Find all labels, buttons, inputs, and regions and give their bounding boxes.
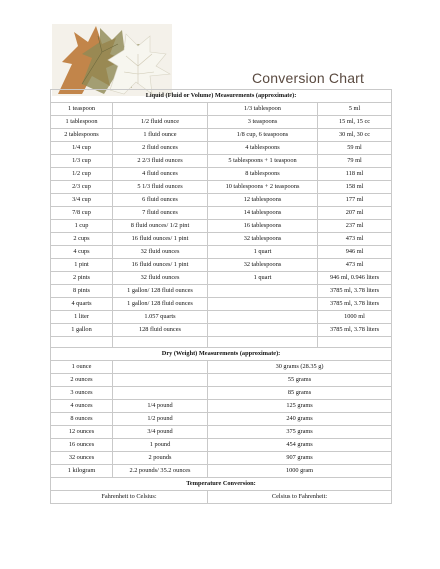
table-row: [51, 259, 392, 272]
table-cell: 3 teaspoons: [208, 116, 318, 129]
table-cell: 1.057 quarts: [113, 311, 208, 324]
table-cell: 2/3 cup: [51, 181, 113, 194]
table-cell: [113, 361, 208, 374]
table-row: [51, 361, 392, 374]
table-cell: 1/2 pound: [113, 413, 208, 426]
table-cell: 3785 ml, 3.78 liters: [318, 285, 392, 298]
table-cell: 6 fluid ounces: [113, 194, 208, 207]
table-row: [51, 194, 392, 207]
table-cell: 473 ml: [318, 259, 392, 272]
table-cell: 1 gallon: [51, 324, 113, 337]
table-row: [51, 103, 392, 116]
fahrenheit-to-celsius-label: Fahrenheit to Celsius:: [51, 491, 208, 504]
conversion-table: [50, 89, 392, 504]
table-cell: 1000 ml: [318, 311, 392, 324]
table-cell: 4 ounces: [51, 400, 113, 413]
table-cell: 32 ounces: [51, 452, 113, 465]
table-cell: 4 quarts: [51, 298, 113, 311]
table-row: [51, 387, 392, 400]
table-cell: 8 tablespoons: [208, 168, 318, 181]
liquid-section-heading: Liquid (Fluid or Volume) Measurements (approximate):: [51, 90, 392, 103]
table-cell: 5 1/3 fluid ounces: [113, 181, 208, 194]
table-cell: 207 ml: [318, 207, 392, 220]
table-cell: [208, 298, 318, 311]
table-row: [51, 168, 392, 181]
table-row: [51, 413, 392, 426]
table-cell: 2 pints: [51, 272, 113, 285]
table-cell: 3/4 cup: [51, 194, 113, 207]
table-cell: 128 fluid ounces: [113, 324, 208, 337]
maple-leaves-image: [52, 24, 172, 96]
table-row: [51, 272, 392, 285]
table-cell: 30 ml, 30 cc: [318, 129, 392, 142]
table-cell: 1 liter: [51, 311, 113, 324]
table-cell: 3785 ml, 3.78 liters: [318, 324, 392, 337]
table-cell: 59 ml: [318, 142, 392, 155]
dry-heading-row: [51, 348, 392, 361]
table-cell: 16 ounces: [51, 439, 113, 452]
table-cell: 55 grams: [208, 374, 392, 387]
table-cell: 32 tablespoons: [208, 259, 318, 272]
table-cell: 158 ml: [318, 181, 392, 194]
table-cell: 16 fluid ounces/ 1 pint: [113, 259, 208, 272]
table-cell: 2 pounds: [113, 452, 208, 465]
empty-cell: [51, 337, 113, 348]
table-cell: 1000 gram: [208, 465, 392, 478]
table-cell: 8 ounces: [51, 413, 113, 426]
table-cell: 1/3 cup: [51, 155, 113, 168]
table-cell: 1 gallon/ 128 fluid ounces: [113, 298, 208, 311]
table-cell: 1 tablespoon: [51, 116, 113, 129]
table-row: [51, 374, 392, 387]
table-cell: 237 ml: [318, 220, 392, 233]
table-cell: [113, 103, 208, 116]
table-cell: 1 fluid ounce: [113, 129, 208, 142]
table-cell: 3785 ml, 3.78 liters: [318, 298, 392, 311]
table-cell: 3/4 pound: [113, 426, 208, 439]
table-cell: 2 tablespoons: [51, 129, 113, 142]
table-cell: [208, 285, 318, 298]
table-cell: 473 ml: [318, 233, 392, 246]
table-cell: 454 grams: [208, 439, 392, 452]
table-cell: 12 tablespoons: [208, 194, 318, 207]
table-cell: 118 ml: [318, 168, 392, 181]
table-cell: 5 tablespoons + 1 teaspoon: [208, 155, 318, 168]
table-row: [51, 311, 392, 324]
table-row: [51, 324, 392, 337]
table-cell: 907 grams: [208, 452, 392, 465]
table-row: [51, 116, 392, 129]
table-cell: 79 ml: [318, 155, 392, 168]
table-cell: 4 cups: [51, 246, 113, 259]
table-cell: 1 kilogram: [51, 465, 113, 478]
table-cell: 32 tablespoons: [208, 233, 318, 246]
table-cell: 2 cups: [51, 233, 113, 246]
table-row: [51, 220, 392, 233]
table-cell: 1 pint: [51, 259, 113, 272]
table-cell: 15 ml, 15 cc: [318, 116, 392, 129]
table-row: [51, 452, 392, 465]
table-cell: 2 ounces: [51, 374, 113, 387]
table-row: [51, 285, 392, 298]
table-cell: 8 fluid ounces/ 1/2 pint: [113, 220, 208, 233]
table-cell: 1/2 cup: [51, 168, 113, 181]
table-cell: 3 ounces: [51, 387, 113, 400]
table-cell: 32 fluid ounces: [113, 272, 208, 285]
table-cell: [208, 311, 318, 324]
table-row: [51, 246, 392, 259]
table-cell: 1 pound: [113, 439, 208, 452]
table-cell: 946 ml, 0.946 liters: [318, 272, 392, 285]
temperature-row: [51, 491, 392, 504]
table-cell: 30 grams (28.35 g): [208, 361, 392, 374]
empty-cell: [318, 337, 392, 348]
table-row: [51, 465, 392, 478]
table-cell: 5 ml: [318, 103, 392, 116]
table-cell: [113, 374, 208, 387]
table-cell: 8 pints: [51, 285, 113, 298]
table-cell: [208, 324, 318, 337]
table-row: [51, 142, 392, 155]
table-cell: 1 quart: [208, 246, 318, 259]
table-cell: 125 grams: [208, 400, 392, 413]
table-cell: 1/4 pound: [113, 400, 208, 413]
table-cell: 16 tablespoons: [208, 220, 318, 233]
table-cell: [113, 387, 208, 400]
spacer-row: [51, 337, 392, 348]
table-cell: 1 ounce: [51, 361, 113, 374]
table-cell: 177 ml: [318, 194, 392, 207]
table-cell: 16 fluid ounces/ 1 pint: [113, 233, 208, 246]
celsius-to-fahrenheit-label: Celsius to Fahrenheit:: [208, 491, 392, 504]
table-row: [51, 233, 392, 246]
empty-cell: [208, 337, 318, 348]
table-cell: 4 fluid ounces: [113, 168, 208, 181]
table-cell: 1/8 cup, 6 teaspoons: [208, 129, 318, 142]
table-cell: 85 grams: [208, 387, 392, 400]
table-row: [51, 298, 392, 311]
temperature-section-heading: Temperature Conversion:: [51, 478, 392, 491]
table-cell: 7 fluid ounces: [113, 207, 208, 220]
table-cell: 14 tablespoons: [208, 207, 318, 220]
table-cell: 32 fluid ounces: [113, 246, 208, 259]
temperature-heading-row: [51, 478, 392, 491]
table-cell: 2 2/3 fluid ounces: [113, 155, 208, 168]
table-row: [51, 426, 392, 439]
document-title: Conversion Chart: [252, 70, 365, 86]
table-cell: 2.2 pounds/ 35.2 ounces: [113, 465, 208, 478]
table-row: [51, 155, 392, 168]
table-row: [51, 207, 392, 220]
liquid-heading-row: [51, 90, 392, 103]
dry-section-heading: Dry (Weight) Measurements (approximate):: [51, 348, 392, 361]
table-cell: 2 fluid ounces: [113, 142, 208, 155]
table-cell: 1 teaspoon: [51, 103, 113, 116]
table-cell: 946 ml: [318, 246, 392, 259]
table-row: [51, 400, 392, 413]
table-cell: 1 quart: [208, 272, 318, 285]
table-cell: 1 cup: [51, 220, 113, 233]
empty-cell: [113, 337, 208, 348]
table-cell: 375 grams: [208, 426, 392, 439]
table-cell: 10 tablespoons + 2 teaspoons: [208, 181, 318, 194]
table-cell: 1 gallon/ 128 fluid ounces: [113, 285, 208, 298]
table-cell: 7/8 cup: [51, 207, 113, 220]
table-cell: 12 ounces: [51, 426, 113, 439]
table-cell: 1/2 fluid ounce: [113, 116, 208, 129]
table-row: [51, 439, 392, 452]
table-cell: 240 grams: [208, 413, 392, 426]
table-row: [51, 129, 392, 142]
table-cell: 1/4 cup: [51, 142, 113, 155]
table-cell: 1/3 tablespoon: [208, 103, 318, 116]
table-row: [51, 181, 392, 194]
table-cell: 4 tablespoons: [208, 142, 318, 155]
